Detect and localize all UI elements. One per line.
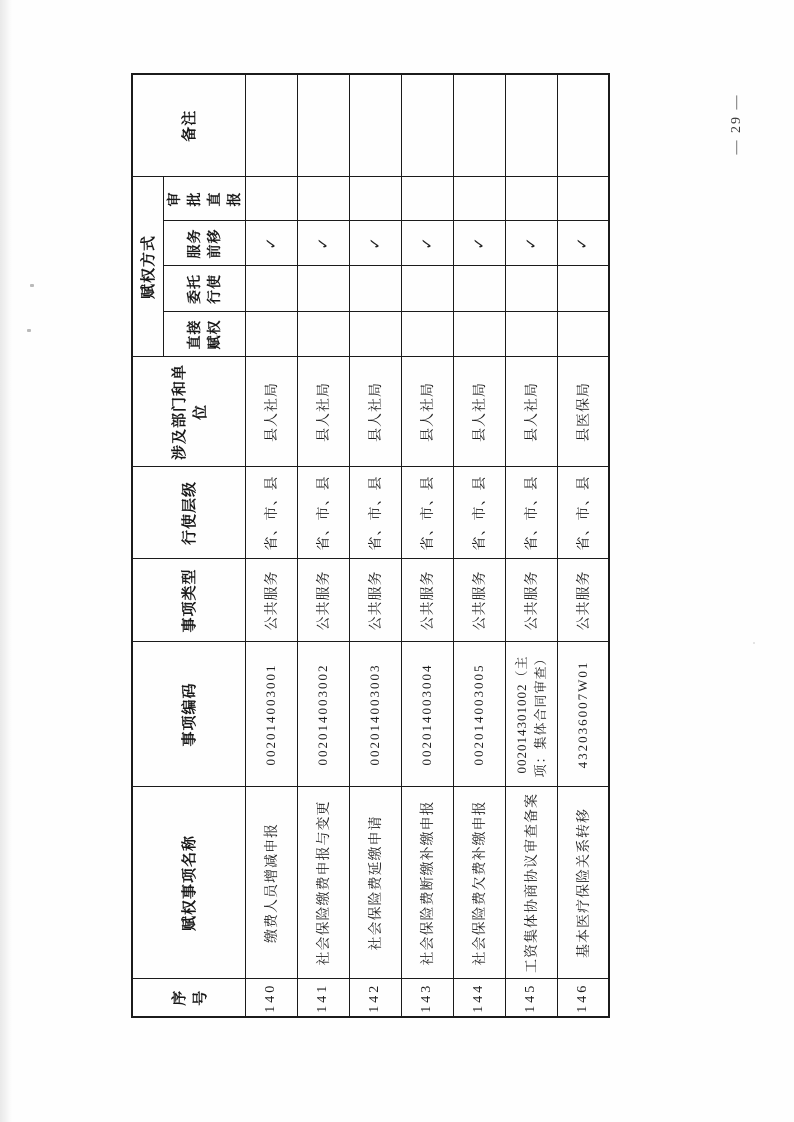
cell-item-type: 公共服务 bbox=[557, 559, 609, 642]
col-header-serial: 序号 bbox=[132, 979, 245, 1017]
cell-item-code: 002014003005 bbox=[453, 642, 505, 787]
cell-delegated-exercise bbox=[245, 266, 297, 312]
cell-item-type: 公共服务 bbox=[505, 559, 557, 642]
cell-item-name: 缴费人员增减申报 bbox=[245, 787, 297, 979]
cell-approval-direct-report bbox=[297, 177, 349, 221]
scan-edge-shadow bbox=[0, 0, 12, 1122]
col-header-service-forward: 服务前移 bbox=[163, 221, 245, 266]
cell-delegated-exercise bbox=[453, 266, 505, 312]
col-header-remarks: 备注 bbox=[132, 74, 245, 177]
cell-exercise-level: 省、市、县 bbox=[453, 467, 505, 559]
cell-approval-direct-report bbox=[245, 177, 297, 221]
cell-department: 县人社局 bbox=[505, 357, 557, 467]
scan-speck bbox=[753, 642, 755, 644]
cell-exercise-level: 省、市、县 bbox=[297, 467, 349, 559]
cell-exercise-level: 省、市、县 bbox=[349, 467, 401, 559]
cell-item-name: 社会保险缴费申报与变更 bbox=[297, 787, 349, 979]
cell-exercise-level: 省、市、县 bbox=[557, 467, 609, 559]
cell-delegated-exercise bbox=[349, 266, 401, 312]
cell-department: 县人社局 bbox=[349, 357, 401, 467]
col-header-direct-authorization: 直接赋权 bbox=[163, 312, 245, 357]
cell-direct-authorization bbox=[401, 312, 453, 357]
cell-item-code: 002014003002 bbox=[297, 642, 349, 787]
cell-department: 县人社局 bbox=[245, 357, 297, 467]
header-row-top bbox=[132, 74, 163, 1017]
cell-serial: 146 bbox=[557, 979, 609, 1017]
cell-approval-direct-report bbox=[505, 177, 557, 221]
cell-item-type: 公共服务 bbox=[297, 559, 349, 642]
cell-direct-authorization bbox=[245, 312, 297, 357]
col-header-item-name: 赋权事项名称 bbox=[132, 787, 245, 979]
rotated-table-container bbox=[131, 75, 592, 1018]
cell-exercise-level: 省、市、县 bbox=[245, 467, 297, 559]
cell-exercise-level: 省、市、县 bbox=[505, 467, 557, 559]
cell-delegated-exercise bbox=[505, 266, 557, 312]
cell-item-name: 社会保险费断缴补缴申报 bbox=[401, 787, 453, 979]
cell-delegated-exercise bbox=[401, 266, 453, 312]
cell-item-code: 432036007W01 bbox=[557, 642, 609, 787]
cell-department: 县人社局 bbox=[297, 357, 349, 467]
cell-item-type: 公共服务 bbox=[349, 559, 401, 642]
cell-remarks bbox=[453, 74, 505, 177]
scan-speck bbox=[27, 329, 31, 332]
cell-approval-direct-report bbox=[401, 177, 453, 221]
page-number: — 29 — bbox=[729, 93, 744, 155]
cell-service-forward-check: ✓ bbox=[557, 221, 609, 266]
scan-speck bbox=[30, 284, 34, 287]
cell-serial: 141 bbox=[297, 979, 349, 1017]
cell-item-type: 公共服务 bbox=[401, 559, 453, 642]
cell-direct-authorization bbox=[453, 312, 505, 357]
authorization-items-table bbox=[131, 73, 610, 1018]
cell-service-forward-check: ✓ bbox=[401, 221, 453, 266]
cell-direct-authorization bbox=[297, 312, 349, 357]
cell-serial: 144 bbox=[453, 979, 505, 1017]
table-row bbox=[245, 74, 297, 1017]
table-row bbox=[505, 74, 557, 1017]
col-header-approval-direct-report: 审批直报 bbox=[163, 177, 245, 221]
table-row bbox=[349, 74, 401, 1017]
cell-service-forward-check: ✓ bbox=[349, 221, 401, 266]
cell-item-type: 公共服务 bbox=[245, 559, 297, 642]
cell-item-type: 公共服务 bbox=[453, 559, 505, 642]
cell-remarks bbox=[245, 74, 297, 177]
cell-serial: 140 bbox=[245, 979, 297, 1017]
cell-remarks bbox=[297, 74, 349, 177]
col-header-departments: 涉及部门和单位 bbox=[132, 357, 245, 467]
table-row bbox=[453, 74, 505, 1017]
cell-service-forward-check: ✓ bbox=[453, 221, 505, 266]
cell-item-code: 002014003003 bbox=[349, 642, 401, 787]
col-header-delegated-exercise: 委托行使 bbox=[163, 266, 245, 312]
cell-delegated-exercise bbox=[557, 266, 609, 312]
col-header-authorization-method: 赋权方式 bbox=[132, 177, 163, 357]
cell-approval-direct-report bbox=[349, 177, 401, 221]
cell-item-code: 002014003001 bbox=[245, 642, 297, 787]
table-row bbox=[401, 74, 453, 1017]
cell-serial: 143 bbox=[401, 979, 453, 1017]
cell-serial: 145 bbox=[505, 979, 557, 1017]
cell-direct-authorization bbox=[349, 312, 401, 357]
cell-item-code: 002014003004 bbox=[401, 642, 453, 787]
col-header-item-code: 事项编码 bbox=[132, 642, 245, 787]
cell-item-name: 社会保险费延缴申请 bbox=[349, 787, 401, 979]
cell-service-forward-check: ✓ bbox=[505, 221, 557, 266]
cell-service-forward-check: ✓ bbox=[297, 221, 349, 266]
cell-exercise-level: 省、市、县 bbox=[401, 467, 453, 559]
cell-approval-direct-report bbox=[557, 177, 609, 221]
cell-department: 县人社局 bbox=[453, 357, 505, 467]
cell-item-name: 工资集体协商协议审查备案 bbox=[505, 787, 557, 979]
cell-service-forward-check: ✓ bbox=[245, 221, 297, 266]
cell-delegated-exercise bbox=[297, 266, 349, 312]
cell-remarks bbox=[401, 74, 453, 177]
table-row bbox=[557, 74, 609, 1017]
cell-remarks bbox=[349, 74, 401, 177]
cell-department: 县人社局 bbox=[401, 357, 453, 467]
table-row bbox=[297, 74, 349, 1017]
col-header-item-type: 事项类型 bbox=[132, 559, 245, 642]
cell-item-name: 社会保险费欠费补缴申报 bbox=[453, 787, 505, 979]
cell-item-code: 002014301002（主项：集体合同审查） bbox=[505, 642, 557, 787]
col-header-exercise-level: 行使层级 bbox=[132, 467, 245, 559]
cell-remarks bbox=[505, 74, 557, 177]
cell-approval-direct-report bbox=[453, 177, 505, 221]
cell-department: 县医保局 bbox=[557, 357, 609, 467]
cell-direct-authorization bbox=[505, 312, 557, 357]
cell-serial: 142 bbox=[349, 979, 401, 1017]
cell-remarks bbox=[557, 74, 609, 177]
cell-item-name: 基本医疗保险关系转移 bbox=[557, 787, 609, 979]
cell-direct-authorization bbox=[557, 312, 609, 357]
